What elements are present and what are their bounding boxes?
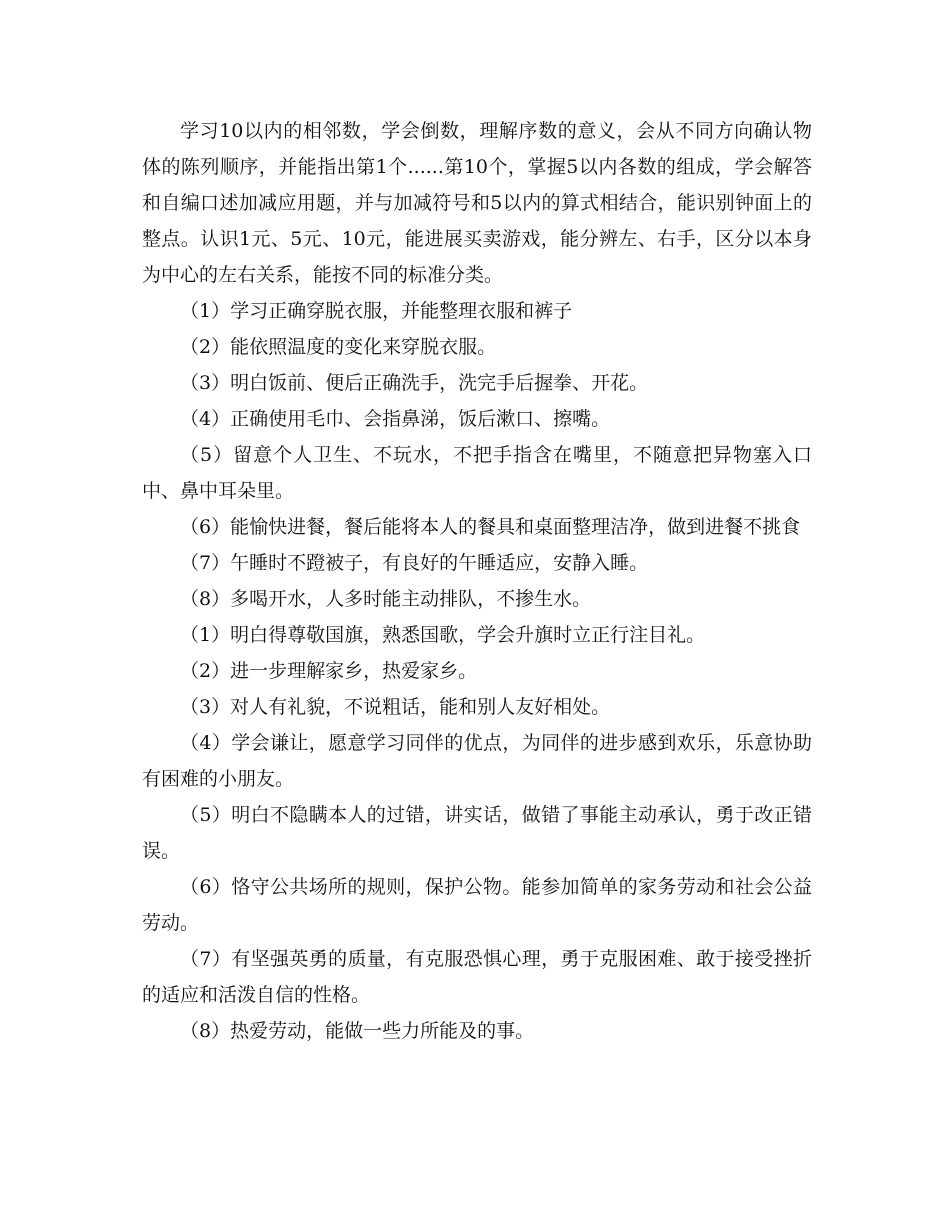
- list-item-health-2: （2）能依照温度的变化来穿脱衣服。: [180, 336, 497, 358]
- list-item-health-6: （6）能愉快进餐，餐后能将本人的餐具和桌面整理洁净，做到进餐不挑食: [180, 516, 801, 538]
- list-item-social-2: （2）进一步理解家乡，热爱家乡。: [180, 660, 478, 682]
- list-item-health-1: （1）学习正确穿脱衣服，并能整理衣服和裤子: [180, 300, 573, 322]
- list-item-health-5: （5）留意个人卫生、不玩水，不把手指含在嘴里，不随意把异物塞入口中、鼻中耳朵里。: [142, 444, 812, 502]
- list-item-social-6: （6）恪守公共场所的规则，保护公物。能参加简单的家务劳动和社会公益劳动。: [142, 876, 812, 934]
- list-item-health-3: （3）明白饭前、便后正确洗手，洗完手后握拳、开花。: [180, 372, 649, 394]
- list-item-social-7: （7）有坚强英勇的质量，有克服恐惧心理，勇于克服困难、敢于接受挫折的适应和活泼自信的性格。: [142, 948, 812, 1006]
- list-item-health-7: （7）午睡时不蹬被子，有良好的午睡适应，安静入睡。: [180, 552, 649, 574]
- list-item-health-4: （4）正确使用毛巾、会指鼻涕，饭后漱口、擦嘴。: [180, 408, 611, 430]
- list-item-social-5: （5）明白不隐瞒本人的过错，讲实话，做错了事能主动承认，勇于改正错误。: [142, 804, 812, 862]
- list-item-health-8: （8）多喝开水，人多时能主动排队，不掺生水。: [180, 588, 592, 610]
- document-body: [142, 113, 812, 1049]
- list-item-social-4: （4）学会谦让，愿意学习同伴的优点，为同伴的进步感到欢乐，乐意协助有困难的小朋友。: [142, 732, 812, 790]
- paragraph-math-goals: 学习10以内的相邻数，学会倒数，理解序数的意义，会从不同方向确认物体的陈列顺序，并能指出第1个......第10个，掌握5以内各数的组成，学会解答和自编口述加减应用题，并与加减符号和5以内的算式相结合，能识别钟面上的整点。认识1元、5元、10元，能进展买卖游戏，能分辨左、右手，区分以本身为中心的左右关系，能按不同的标准分类。: [142, 120, 812, 286]
- list-item-social-1: （1）明白得尊敬国旗，熟悉国歌，学会升旗时立正行注目礼。: [180, 624, 706, 646]
- list-item-social-8: （8）热爱劳动，能做一些力所能及的事。: [180, 1020, 535, 1042]
- list-item-social-3: （3）对人有礼貌，不说粗话，能和别人友好相处。: [180, 696, 611, 718]
